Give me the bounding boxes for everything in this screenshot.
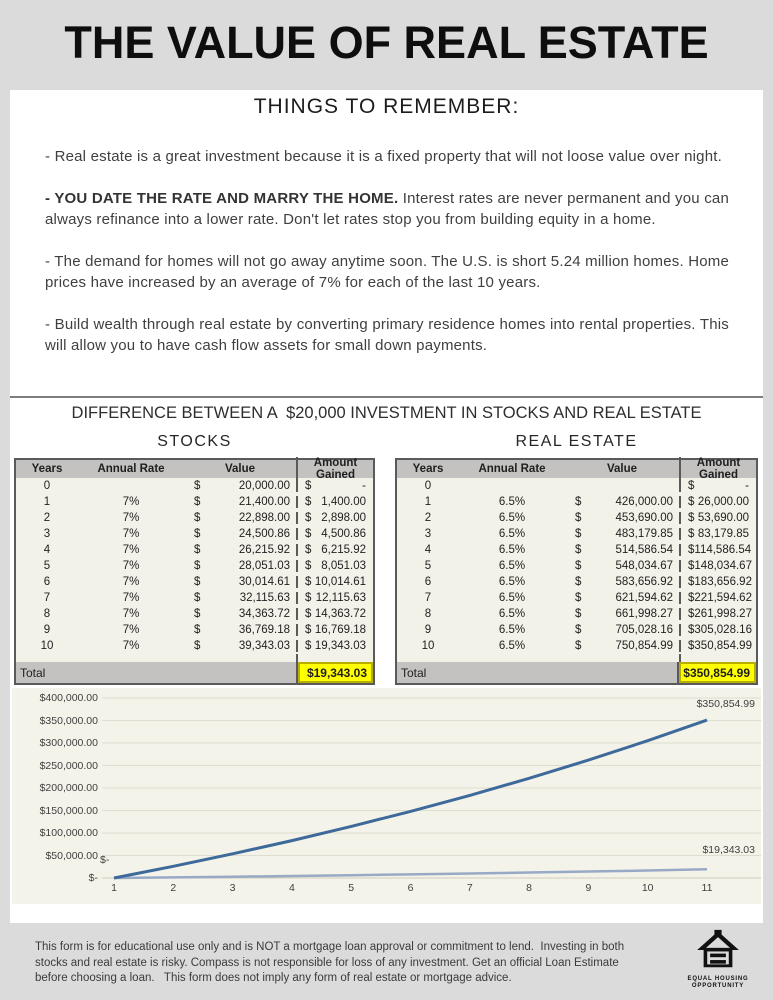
x-axis-tick-label: 7 (466, 882, 473, 894)
table-row (16, 558, 373, 574)
real-estate-table-title: REAL ESTATE (515, 433, 638, 450)
table-row (16, 590, 373, 606)
table-cell: 6 (424, 576, 432, 588)
table-cell: 7% (122, 592, 140, 604)
x-axis-tick-label: 4 (288, 882, 295, 894)
table-cell: $ 148,034.67 (679, 560, 756, 572)
table-cell: $ 221,594.62 (679, 592, 756, 604)
table-row (397, 558, 756, 574)
table-row (16, 542, 373, 558)
table-cell: 2 (43, 512, 51, 524)
x-axis-tick-label: 6 (407, 882, 414, 894)
page-title: THE VALUE OF REAL ESTATE (64, 17, 709, 68)
table-row (16, 526, 373, 542)
y-axis-tick-label: $250,000.00 (39, 759, 98, 772)
bullet-list (45, 146, 729, 377)
table-cell: 7 (424, 592, 432, 604)
x-axis-tick-label: 9 (585, 882, 592, 894)
table-cell: $ 426,000.00 (575, 496, 673, 508)
table-cell: $ - (296, 480, 373, 492)
y-axis-tick-label: $400,000.00 (39, 692, 98, 704)
column-header: Annual Rate (97, 463, 165, 475)
table-cell: 6.5% (498, 560, 526, 572)
y-axis-tick-label: $300,000.00 (39, 737, 98, 749)
growth-line-chart (12, 688, 761, 904)
table-cell: $ 2,898.00 (296, 512, 373, 524)
x-axis-tick-label: 8 (526, 882, 533, 894)
table-cell: $ 39,343.03 (194, 640, 290, 652)
table-cell: 6.5% (498, 576, 526, 588)
table-row (397, 478, 756, 494)
table-cell: 6.5% (498, 528, 526, 540)
title-banner (0, 0, 773, 90)
series-line (114, 720, 707, 878)
table-cell: 6.5% (498, 496, 526, 508)
table-row (16, 606, 373, 622)
stocks-end-label: $19,343.03 (702, 844, 755, 856)
table-row (16, 510, 373, 526)
x-axis-tick-label: 1 (111, 882, 117, 894)
column-header: Years (412, 463, 444, 475)
table-row (397, 590, 756, 606)
table-cell: $ 750,854.99 (575, 640, 673, 652)
table-cell: $ 1,400.00 (296, 496, 373, 508)
table-cell: $ 36,769.18 (194, 624, 290, 636)
table-cell: 9 (424, 624, 432, 636)
y-axis-tick-label: $- (88, 872, 98, 884)
column-header: Amount Gained (296, 457, 373, 481)
table-cell: 3 (424, 528, 432, 540)
table-cell: 7% (122, 496, 140, 508)
table-cell: 0 (43, 480, 51, 492)
table-row (16, 622, 373, 638)
bullet-paragraph: - Build wealth through real estate by converting primary residence homes into rental properties. This will allow you to have cash flow assets for small down payments. (45, 316, 729, 354)
table-cell: $ 19,343.03 (296, 640, 373, 652)
table-cell: 3 (43, 528, 51, 540)
table-cell: $ 30,014.61 (194, 576, 290, 588)
table-row (397, 494, 756, 510)
table-total-row (397, 662, 756, 683)
table-cell: $ 10,014.61 (296, 576, 373, 588)
total-value-highlight: $19,343.03 (296, 662, 373, 683)
table-body (397, 478, 756, 662)
table-cell: $ 350,854.99 (679, 640, 756, 652)
table-cell: 7% (122, 608, 140, 620)
table-cell: 7% (122, 624, 140, 636)
table-cell: $ 21,400.00 (194, 496, 290, 508)
table-cell: 8 (424, 608, 432, 620)
table-cell: 7% (122, 512, 140, 524)
table-cell: $ 8,051.03 (296, 560, 373, 572)
table-cell: 6.5% (498, 624, 526, 636)
table-cell: 6.5% (498, 512, 526, 524)
bullet-paragraph: - The demand for homes will not go away anytime soon. The U.S. is short 5.24 million homes. Home prices have increased by an average of 7% for each of the last 10 years. (45, 253, 729, 291)
table-cell: 8 (43, 608, 51, 620)
section-divider (10, 396, 763, 398)
table-cell: $ 6,215.92 (296, 544, 373, 556)
table-header-row (397, 457, 756, 481)
spacer-row (16, 654, 373, 662)
y-axis-tick-label: $350,000.00 (39, 714, 98, 727)
equal-housing-text-line2: OPPORTUNITY (691, 983, 745, 989)
table-cell: 1 (43, 496, 51, 508)
table-cell: 6.5% (498, 592, 526, 604)
column-header: Annual Rate (478, 463, 546, 475)
table-cell: $ 22,898.00 (194, 512, 290, 524)
table-cell: 10 (40, 640, 54, 652)
total-label: Total (16, 662, 296, 683)
y-axis-tick-label: $150,000.00 (39, 804, 98, 817)
bullet-paragraph: - Real estate is a great investment because it is a fixed property that will not loose value over night. (45, 148, 722, 165)
bullet-paragraph: - YOU DATE THE RATE AND MARRY THE HOME. Interest rates are never permanent and you can always refinance into a lower rate. Don't let rates stop you from building equity in a home. (45, 190, 729, 228)
table-cell: 1 (424, 496, 432, 508)
table-cell: 5 (424, 560, 432, 572)
table-cell: 4 (43, 544, 51, 556)
table-row (16, 638, 373, 654)
column-header: Years (31, 463, 63, 475)
table-cell: $ 34,363.72 (194, 608, 290, 620)
stocks-table-title: STOCKS (157, 433, 232, 450)
table-cell: 7% (122, 576, 140, 588)
table-row (397, 574, 756, 590)
table-cell: 10 (421, 640, 435, 652)
chart-plot-area (102, 698, 761, 879)
table-cell: $ 261,998.27 (679, 608, 756, 620)
table-cell: $ 20,000.00 (194, 480, 290, 492)
table-cell: $ - (679, 480, 756, 492)
table-cell: 2 (424, 512, 432, 524)
table-cell: 4 (424, 544, 432, 556)
table-cell: $ 183,656.92 (679, 576, 756, 588)
table-cell: $ 4,500.86 (296, 528, 373, 540)
series-line (114, 869, 707, 878)
total-value-highlight: $350,854.99 (677, 662, 756, 683)
table-total-row (16, 662, 373, 683)
x-axis-tick-label: 11 (701, 882, 713, 894)
table-cell: $ 26,000.00 (679, 496, 756, 508)
table-cell: $ 453,690.00 (575, 512, 673, 524)
comparison-heading: DIFFERENCE BETWEEN A $20,000 INVESTMENT IN STOCKS AND REAL ESTATE (71, 404, 702, 422)
table-cell: 7 (43, 592, 51, 604)
things-to-remember-heading: THINGS TO REMEMBER: (253, 95, 520, 118)
table-row (16, 574, 373, 590)
table-cell: 5 (43, 560, 51, 572)
table-cell: $ 305,028.16 (679, 624, 756, 636)
column-header: Value (224, 463, 256, 475)
equal-housing-logo (687, 929, 749, 990)
table-row (16, 494, 373, 510)
chart-start-label: $- (100, 854, 110, 866)
stocks-table (14, 458, 375, 685)
table-header-row (16, 457, 373, 481)
table-cell: 6.5% (498, 640, 526, 652)
table-cell: 7% (122, 640, 140, 652)
table-row (397, 638, 756, 654)
table-cell: $ 661,998.27 (575, 608, 673, 620)
table-cell: 7% (122, 528, 140, 540)
y-axis-tick-label: $200,000.00 (39, 782, 98, 794)
real-estate-end-label: $350,854.99 (696, 698, 755, 710)
table-body (16, 478, 373, 662)
table-cell: $ 16,769.18 (296, 624, 373, 636)
x-axis-tick-label: 2 (170, 882, 177, 894)
x-axis-tick-label: 3 (229, 882, 236, 894)
real-estate-table (395, 458, 758, 685)
column-header: Value (606, 463, 638, 475)
table-row (397, 606, 756, 622)
total-label: Total (397, 662, 677, 683)
table-cell: $ 621,594.62 (575, 592, 673, 604)
column-header: Amount Gained (679, 457, 756, 481)
table-cell: $ 83,179.85 (679, 528, 756, 540)
table-row (397, 510, 756, 526)
disclaimer-text: This form is for educational use only and is NOT a mortgage loan approval or commitment to lend. Investing in both stocks and real estate is risky. Compass is not responsible for loss of any investment. Get an official Loan Estimate before choosing a loan. This form does not imply any form of real estate or mortgage advice. (35, 941, 628, 984)
footer (0, 923, 773, 1000)
table-row (397, 526, 756, 542)
table-cell: $ 32,115.63 (194, 592, 290, 604)
table-cell: 9 (43, 624, 51, 636)
table-cell: 7% (122, 544, 140, 556)
table-cell: 6.5% (498, 608, 526, 620)
table-cell: 6.5% (498, 544, 526, 556)
table-cell: $ 26,215.92 (194, 544, 290, 556)
y-axis-tick-label: $50,000.00 (45, 849, 98, 862)
table-row (397, 622, 756, 638)
table-row (16, 478, 373, 494)
table-cell: 6 (43, 576, 51, 588)
table-cell: $ 114,586.54 (679, 544, 756, 556)
table-cell: $ 28,051.03 (194, 560, 290, 572)
table-cell: $ 514,586.54 (575, 544, 673, 556)
table-cell: $ 12,115.63 (296, 592, 373, 604)
table-cell: 7% (122, 560, 140, 572)
equal-housing-text-line1: EQUAL HOUSING (687, 976, 749, 982)
table-cell: $ 705,028.16 (575, 624, 673, 636)
table-cell: $ 483,179.85 (575, 528, 673, 540)
spacer-row (397, 654, 756, 662)
table-row (397, 542, 756, 558)
x-axis-tick-label: 10 (641, 882, 654, 894)
table-cell: $ 14,363.72 (296, 608, 373, 620)
x-axis-tick-label: 5 (348, 882, 355, 894)
table-cell: 0 (424, 480, 432, 492)
table-cell: $ 548,034.67 (575, 560, 673, 572)
equal-housing-house-icon (695, 929, 741, 971)
table-cell: $ 583,656.92 (575, 576, 673, 588)
y-axis-tick-label: $100,000.00 (39, 827, 98, 839)
table-cell: $ 53,690.00 (679, 512, 756, 524)
table-cell: $ 24,500.86 (194, 528, 290, 540)
